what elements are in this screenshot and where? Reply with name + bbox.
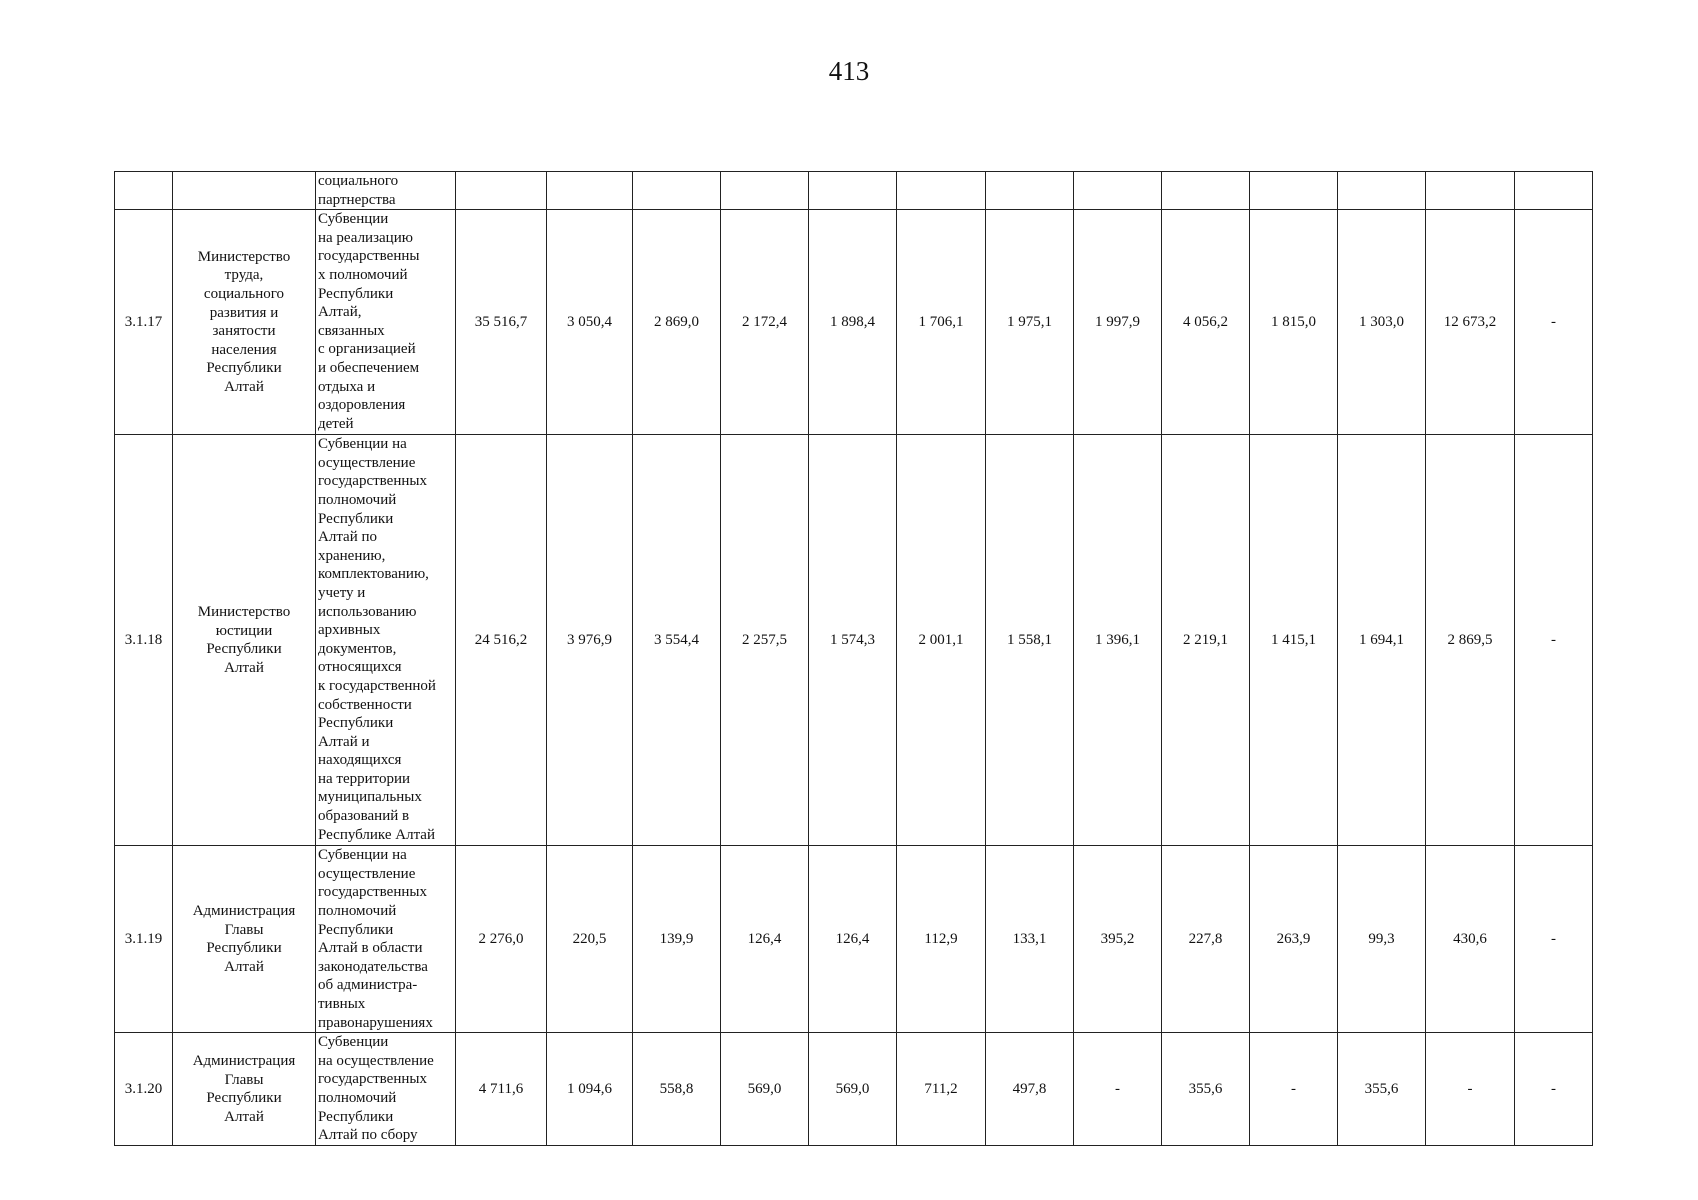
table-row (115, 172, 1593, 210)
description-line: Республики (318, 510, 394, 527)
description-line: учету и (318, 584, 366, 601)
amount-cell: 24 516,2 (456, 435, 547, 846)
amount-cell: 133,1 (986, 846, 1074, 1033)
description-line: полномочий (318, 491, 397, 508)
description-line: с организацией (318, 341, 416, 358)
amount-cell: 1 694,1 (1338, 435, 1426, 846)
row-code-cell: 3.1.18 (115, 435, 173, 846)
amount-cell (897, 172, 986, 210)
amount-cell (547, 172, 633, 210)
amount-cell (1250, 172, 1338, 210)
description-line: полномочий (318, 902, 397, 919)
description-line: партнерства (318, 191, 396, 208)
organization-line: Администрация (192, 903, 296, 919)
description-line: Алтай по сбору (318, 1127, 418, 1144)
table-row (115, 1033, 1593, 1146)
amount-cell: 1 094,6 (547, 1033, 633, 1146)
row-code-cell (115, 172, 173, 210)
amount-cell: 2 001,1 (897, 435, 986, 846)
description-line: оздоровления (318, 397, 406, 414)
description-line: использованию (318, 603, 417, 620)
amount-cell: 2 869,5 (1426, 435, 1515, 846)
amount-cell: - (1515, 846, 1593, 1033)
description-line: архивных (318, 622, 381, 639)
description-line: Субвенции на (318, 436, 407, 453)
organization-cell (173, 435, 316, 846)
description-line: Республики (318, 1108, 394, 1125)
table-row (115, 846, 1593, 1033)
organization-cell (173, 172, 316, 210)
amount-cell: 569,0 (809, 1033, 897, 1146)
organization-line: Алтай (224, 1108, 264, 1125)
description-line: Алтай и (318, 733, 370, 750)
amount-cell (986, 172, 1074, 210)
amount-cell: 220,5 (547, 846, 633, 1033)
amount-cell: - (1515, 1033, 1593, 1146)
amount-cell: 126,4 (721, 846, 809, 1033)
amount-cell: 227,8 (1162, 846, 1250, 1033)
amount-cell: 1 303,0 (1338, 210, 1426, 435)
page-number: 413 (828, 56, 870, 86)
amount-cell: 112,9 (897, 846, 986, 1033)
description-cell (316, 435, 456, 846)
amount-cell (633, 172, 721, 210)
description-line: находящихся (318, 752, 402, 769)
description-line: х полномочий (318, 266, 408, 283)
description-line: Субвенции на (318, 847, 407, 864)
amount-cell: - (1426, 1033, 1515, 1146)
description-line: связанных (318, 322, 385, 339)
organization-line: Республики (206, 1090, 282, 1107)
organization-line: Республики (206, 360, 282, 377)
amount-cell: - (1515, 435, 1593, 846)
organization-line: Главы (224, 921, 264, 938)
amount-cell: 1 997,9 (1074, 210, 1162, 435)
organization-line: Республики (206, 641, 282, 658)
table-body (115, 172, 1593, 1146)
description-line: полномочий (318, 1089, 397, 1106)
description-line: осуществление (318, 454, 416, 471)
description-cell (316, 210, 456, 435)
organization-line: труда, (224, 267, 264, 284)
description-line: правонарушениях (318, 1014, 433, 1031)
description-line: на реализацию (318, 229, 413, 246)
row-code-cell: 3.1.19 (115, 846, 173, 1033)
description-line: государственных (318, 884, 427, 901)
organization-line: занятости (212, 323, 276, 340)
organization-line: Алтай (224, 378, 264, 395)
description-line: Республики (318, 715, 394, 732)
amount-cell: 1 706,1 (897, 210, 986, 435)
description-line: к государственной (318, 677, 436, 694)
amount-cell (1162, 172, 1250, 210)
amount-cell: 569,0 (721, 1033, 809, 1146)
amount-cell: 395,2 (1074, 846, 1162, 1033)
description-line: Алтай в области (318, 940, 423, 957)
description-line: государственных (318, 1071, 427, 1088)
amount-cell: 497,8 (986, 1033, 1074, 1146)
row-code-cell: 3.1.20 (115, 1033, 173, 1146)
description-line: законодательства (318, 958, 428, 975)
description-cell (316, 846, 456, 1033)
amount-cell: 4 056,2 (1162, 210, 1250, 435)
amount-cell: 99,3 (1338, 846, 1426, 1033)
amount-cell: - (1074, 1033, 1162, 1146)
amount-cell: 1 396,1 (1074, 435, 1162, 846)
amount-cell: 2 257,5 (721, 435, 809, 846)
amount-cell: 126,4 (809, 846, 897, 1033)
organization-cell (173, 1033, 316, 1146)
amount-cell: 2 276,0 (456, 846, 547, 1033)
amount-cell (1515, 172, 1593, 210)
amount-cell: 1 558,1 (986, 435, 1074, 846)
amount-cell: 355,6 (1338, 1033, 1426, 1146)
description-line: хранению, (318, 547, 386, 564)
organization-line: социального (203, 286, 285, 302)
organization-cell (173, 210, 316, 435)
amount-cell: 1 415,1 (1250, 435, 1338, 846)
amount-cell (1074, 172, 1162, 210)
amount-cell: 12 673,2 (1426, 210, 1515, 435)
description-line: Алтай по (318, 529, 378, 546)
amount-cell (1338, 172, 1426, 210)
description-line: осуществление (318, 865, 416, 882)
description-line: Республике Алтай (318, 826, 435, 843)
description-line: на осуществление (318, 1052, 434, 1069)
description-cell (316, 1033, 456, 1146)
amount-cell (1426, 172, 1515, 210)
row-code-cell: 3.1.17 (115, 210, 173, 435)
description-line: Субвенции (318, 1034, 389, 1051)
amount-cell: 711,2 (897, 1033, 986, 1146)
organization-line: Министерство (197, 604, 291, 620)
description-line: комплектованию, (318, 566, 429, 583)
amount-cell: 139,9 (633, 846, 721, 1033)
amount-cell: 430,6 (1426, 846, 1515, 1033)
description-line: собственности (318, 696, 412, 713)
amount-cell: 2 172,4 (721, 210, 809, 435)
description-line: Республики (318, 921, 394, 938)
amount-cell (456, 172, 547, 210)
organization-line: Республики (206, 940, 282, 957)
description-line: об администра- (318, 977, 418, 994)
organization-cell (173, 846, 316, 1033)
amount-cell (809, 172, 897, 210)
description-line: отдыха и (318, 378, 376, 395)
amount-cell: 2 219,1 (1162, 435, 1250, 846)
amount-cell: 4 711,6 (456, 1033, 547, 1146)
description-cell (316, 172, 456, 210)
table-row (115, 210, 1593, 435)
amount-cell: - (1515, 210, 1593, 435)
description-line: на территории (318, 770, 411, 787)
amount-cell: 3 976,9 (547, 435, 633, 846)
organization-line: Главы (224, 1071, 264, 1088)
description-line: Алтай, (318, 304, 362, 321)
amount-cell: 355,6 (1162, 1033, 1250, 1146)
description-line: детей (318, 415, 354, 432)
description-line: образований в (318, 808, 410, 825)
amount-cell: 1 975,1 (986, 210, 1074, 435)
amount-cell: 1 898,4 (809, 210, 897, 435)
organization-line: Алтай (224, 958, 264, 975)
amount-cell: 1 815,0 (1250, 210, 1338, 435)
amount-cell: 558,8 (633, 1033, 721, 1146)
description-line: Республики (318, 285, 394, 302)
amount-cell: 3 050,4 (547, 210, 633, 435)
amount-cell: - (1250, 1033, 1338, 1146)
amount-cell: 3 554,4 (633, 435, 721, 846)
amount-cell: 2 869,0 (633, 210, 721, 435)
description-line: относящихся (318, 659, 402, 676)
amount-cell: 35 516,7 (456, 210, 547, 435)
amount-cell (721, 172, 809, 210)
organization-line: Администрация (192, 1053, 296, 1069)
description-line: документов, (318, 640, 397, 657)
amount-cell: 263,9 (1250, 846, 1338, 1033)
description-line: социального (318, 173, 399, 189)
description-line: государственны (318, 248, 420, 265)
table-row (115, 435, 1593, 846)
description-line: Субвенции (318, 211, 389, 228)
organization-line: Министерство (197, 248, 291, 265)
description-line: тивных (318, 995, 366, 1012)
organization-line: развития и (209, 304, 279, 321)
amount-cell: 1 574,3 (809, 435, 897, 846)
description-line: муниципальных (318, 789, 422, 806)
organization-line: населения (211, 341, 277, 358)
description-line: государственных (318, 473, 427, 490)
description-line: и обеспечением (318, 359, 420, 376)
budget-table (114, 171, 1593, 1146)
organization-line: юстиции (215, 622, 273, 639)
organization-line: Алтай (224, 659, 264, 676)
